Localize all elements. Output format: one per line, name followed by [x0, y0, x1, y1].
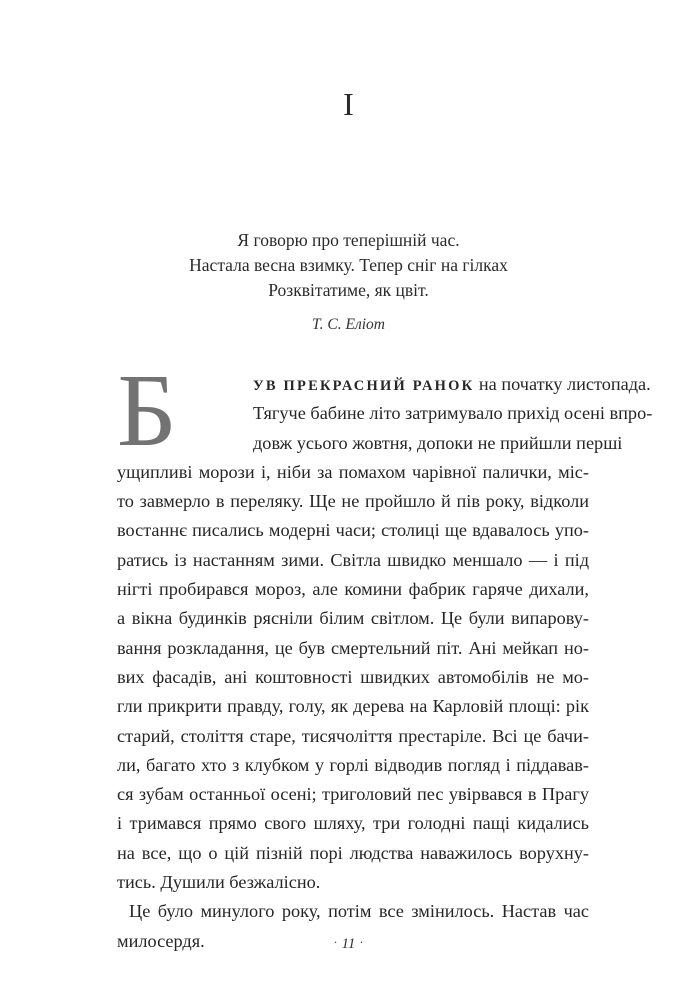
text-line: і тримався прямо свого шляху, три голодні пащі кидались — [117, 813, 589, 834]
text-line: ся зубам останньої осені; триголовий пес увірвався в Прагу — [117, 784, 589, 805]
drop-cap: Б — [117, 353, 177, 468]
page-number-dot: · — [359, 935, 364, 949]
lead-in-small-caps: УВ ПРЕКРАСНИЙ РАНОК — [253, 378, 475, 394]
chapter-text — [117, 370, 653, 956]
chapter-number: I — [343, 86, 354, 122]
text-fragment: на початку листопада. — [478, 374, 651, 394]
text-line: Це було минулого року, потім все змінилось. Настав час — [129, 901, 589, 922]
text-line: ратись із настанням зими. Світла швидко меншало — і під — [117, 549, 589, 570]
text-line: милосердя. — [117, 930, 205, 951]
epigraph-line: Я говорю про теперішній час. — [237, 230, 460, 250]
text-line: тись. Душили безжалісно. — [117, 872, 321, 893]
text-line: вання розкладання, це був смертельний піт. Ані мейкап но- — [117, 637, 589, 658]
text-line — [117, 370, 651, 399]
text-line: востаннє писались модерні часи; столиці ще вдавалось упо- — [117, 520, 589, 541]
text-line: нігті пробирався мороз, але комини фабрик гаряче дихали, — [117, 579, 589, 600]
epigraph-line: Настала весна взимку. Тепер сніг на гілках — [189, 255, 508, 275]
text-line: вих фасадів, ані коштовності швидких автомобілів не мо- — [117, 666, 589, 687]
text-line: ущипливі морози і, ніби за помахом чарівної палички, міс- — [117, 461, 589, 482]
text-line: на все, що о цій пізній порі людства наважилось ворухну- — [117, 842, 589, 863]
text-line: старий, століття старе, тисячоліття престаріле. Всі це бачи- — [117, 725, 589, 746]
text-line: то завмерло в переляку. Ще не пройшло й пів року, відколи — [117, 491, 589, 512]
epigraph-line: Розквітатиме, як цвіт. — [268, 280, 429, 300]
epigraph-author: Т. С. Еліот — [312, 316, 385, 333]
page-number-value: 11 — [341, 936, 356, 952]
page-number — [0, 936, 697, 953]
text-line: гли прикрити правду, голу, як дерева на Карловій площі: рік — [117, 696, 589, 717]
page-number-dot: · — [333, 935, 338, 949]
text-line: Тягуче бабине літо затримувало прихід осені впро- — [253, 403, 653, 424]
epigraph — [0, 228, 697, 334]
text-line: а вікна будинків рясніли білим світлом. Це були випарову- — [117, 608, 589, 629]
text-line: довж усього жовтня, допоки не прийшли перші — [253, 432, 623, 453]
text-line: ли, багато хто з клубком у горлі відводив погляд і піддавав- — [117, 754, 589, 775]
